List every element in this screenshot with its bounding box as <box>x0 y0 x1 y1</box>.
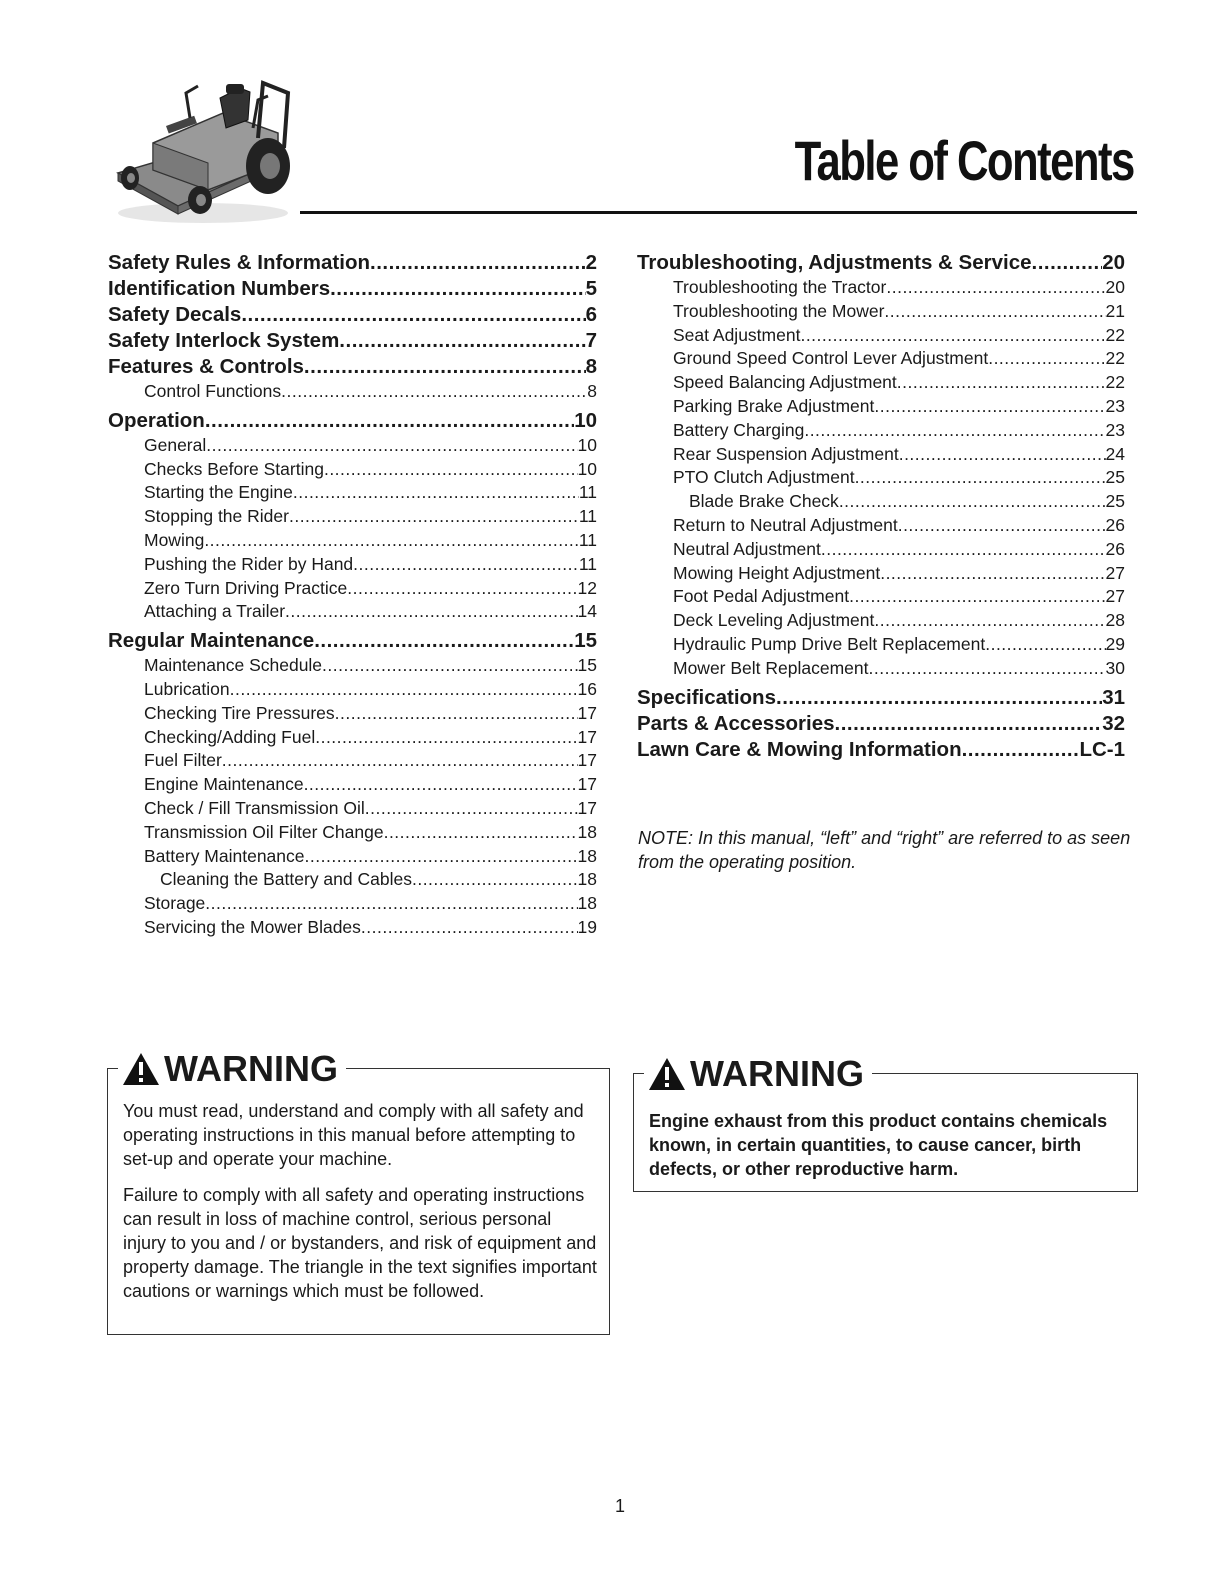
toc-entry <box>108 797 597 821</box>
toc-entry <box>637 347 1125 371</box>
toc-entry-page: 27 <box>1105 562 1125 583</box>
toc-leader-dots <box>1032 250 1103 276</box>
toc-entry-title: Lubrication <box>144 678 230 699</box>
toc-entry-page: 19 <box>577 916 597 937</box>
toc-entry-page: 10 <box>577 458 597 479</box>
toc-leader-dots <box>222 749 578 773</box>
toc-entry-page: 30 <box>1105 657 1125 678</box>
toc-entry-title: Speed Balancing Adjustment <box>673 372 897 393</box>
toc-entry-page: 11 <box>578 553 597 574</box>
toc-entry <box>108 481 597 505</box>
toc-leader-dots <box>324 458 578 482</box>
toc-entry-page: 31 <box>1102 685 1125 709</box>
toc-entry-page: 8 <box>585 355 597 378</box>
toc-entry-page: 24 <box>1105 443 1125 464</box>
toc-leader-dots <box>361 916 578 940</box>
warning-body <box>649 1109 1125 1193</box>
toc-right-column <box>637 250 1125 763</box>
toc-entry-page: 28 <box>1105 610 1125 631</box>
toc-leader-dots <box>330 276 585 302</box>
toc-entry-page: 5 <box>585 277 597 300</box>
toc-leader-dots <box>205 892 577 916</box>
toc-leader-dots <box>347 577 577 601</box>
toc-entry-title: Ground Speed Control Lever Adjustment <box>673 348 989 369</box>
toc-entry-title: Seat Adjustment <box>673 324 801 345</box>
warning-box-safety <box>107 1048 610 1335</box>
toc-entry <box>637 633 1125 657</box>
toc-entry <box>637 300 1125 324</box>
toc-entry <box>637 657 1125 681</box>
toc-leader-dots <box>339 328 585 354</box>
toc-entry <box>108 529 597 553</box>
toc-entry-title: Control Functions <box>144 381 282 401</box>
toc-entry <box>108 250 597 276</box>
toc-entry-page: 6 <box>585 303 597 326</box>
toc-entry-title: Foot Pedal Adjustment <box>673 586 850 607</box>
toc-entry <box>637 443 1125 467</box>
toc-entry-title: Troubleshooting the Mower <box>673 300 885 321</box>
page-title: Table of Contents <box>794 129 1134 192</box>
toc-leader-dots <box>315 726 577 750</box>
toc-entry-title: Safety Rules & Information <box>108 251 370 274</box>
toc-entry-title: Identification Numbers <box>108 277 331 300</box>
toc-entry-title: Battery Maintenance <box>144 845 305 866</box>
toc-entry-title: Mower Belt Replacement <box>673 657 869 678</box>
toc-entry-page: 20 <box>1105 277 1125 297</box>
title-rule <box>300 211 1137 214</box>
toc-leader-dots <box>322 654 577 678</box>
toc-entry-title: Parts & Accessories <box>637 711 835 735</box>
warning-box-exhaust <box>633 1053 1138 1192</box>
toc-entry-page: 17 <box>577 797 597 818</box>
toc-entry-page: 18 <box>577 869 597 890</box>
toc-leader-dots <box>835 711 1103 737</box>
toc-entry-title: Pushing the Rider by Hand <box>144 553 354 574</box>
toc-entry-title: Blade Brake Check <box>689 491 839 512</box>
toc-entry-title: Storage <box>144 893 206 914</box>
toc-entry-page: 16 <box>577 678 597 699</box>
toc-leader-dots <box>985 633 1105 657</box>
toc-leader-dots <box>241 302 585 328</box>
toc-leader-dots <box>869 657 1106 681</box>
toc-leader-dots <box>304 773 578 797</box>
toc-entry-title: Return to Neutral Adjustment <box>673 514 898 535</box>
toc-entry-page: 22 <box>1105 348 1125 369</box>
toc-entry-title: Zero Turn Driving Practice <box>144 577 348 598</box>
toc-entry-title: Specifications <box>637 685 776 709</box>
toc-leader-dots <box>370 250 586 276</box>
toc-leader-dots <box>335 702 578 726</box>
toc-leader-dots <box>314 628 574 654</box>
toc-entry-title: Deck Leveling Adjustment <box>673 610 875 631</box>
toc-entry <box>637 685 1125 711</box>
toc-entry-page: 17 <box>577 750 597 771</box>
toc-entry-page: 25 <box>1105 467 1125 488</box>
toc-entry-title: Check / Fill Transmission Oil <box>144 797 365 818</box>
toc-entry-page: 23 <box>1105 395 1125 416</box>
toc-entry-title: Mowing <box>144 529 205 550</box>
toc-entry-page: 14 <box>577 601 597 622</box>
toc-entry <box>108 600 597 624</box>
toc-entry-title: Troubleshooting, Adjustments & Service <box>637 251 1032 274</box>
toc-entry <box>108 916 597 940</box>
toc-entry-title: Battery Charging <box>673 419 805 440</box>
warning-triangle-icon <box>648 1057 686 1091</box>
toc-entry-title: General <box>144 434 207 455</box>
toc-entry-page: 20 <box>1102 251 1125 274</box>
toc-leader-dots <box>365 797 578 821</box>
toc-leader-dots <box>285 600 577 624</box>
toc-entry-page: 18 <box>577 893 597 914</box>
toc-leader-dots <box>304 354 586 380</box>
toc-entry-page: 7 <box>585 329 597 352</box>
toc-leader-dots <box>898 514 1106 538</box>
toc-leader-dots <box>880 562 1105 586</box>
toc-leader-dots <box>205 408 574 434</box>
toc-entry <box>637 324 1125 348</box>
toc-entry-page: 29 <box>1105 633 1125 654</box>
toc-entry-title: Attaching a Trailer <box>144 601 286 622</box>
toc-leader-dots <box>988 347 1105 371</box>
toc-leader-dots <box>800 324 1105 348</box>
toc-entry <box>108 749 597 773</box>
warning-paragraph: You must read, understand and comply with all safety and operating instructions in this manual before attempting to set-up and operate your machine. <box>123 1101 584 1169</box>
toc-entry-title: Checking/Adding Fuel <box>144 726 316 747</box>
toc-entry-title: Safety Interlock System <box>108 329 340 352</box>
toc-entry-title: Fuel Filter <box>144 750 222 771</box>
toc-leader-dots <box>855 466 1106 490</box>
toc-leader-dots <box>821 538 1106 562</box>
toc-entry-page: 10 <box>577 434 597 455</box>
toc-leader-dots <box>206 434 577 458</box>
toc-entry <box>637 371 1125 395</box>
toc-leader-dots <box>897 371 1106 395</box>
warning-paragraph: Failure to comply with all safety and operating instructions can result in loss of machine control, serious personal injury to you and / or bystanders, and risk of equipment and property damage. The triangle in the text signifies important cautions or warnings which must be followed. <box>123 1185 597 1301</box>
toc-entry <box>108 773 597 797</box>
toc-entry-page: 11 <box>578 506 597 527</box>
toc-entry-page: 15 <box>577 655 597 676</box>
toc-entry <box>637 250 1125 276</box>
toc-entry <box>637 514 1125 538</box>
toc-entry <box>637 711 1125 737</box>
toc-entry <box>108 276 597 302</box>
toc-entry-page: 10 <box>574 408 597 432</box>
toc-entry-title: Cleaning the Battery and Cables <box>160 869 412 890</box>
toc-entry <box>637 490 1125 514</box>
toc-leader-dots <box>353 553 579 577</box>
toc-entry <box>637 276 1125 300</box>
toc-entry <box>108 408 597 434</box>
toc-entry-page: 32 <box>1102 711 1125 735</box>
toc-entry-page: 26 <box>1105 514 1125 535</box>
toc-entry <box>108 434 597 458</box>
toc-leader-dots <box>899 443 1106 467</box>
toc-entry <box>108 654 597 678</box>
toc-entry-title: Checks Before Starting <box>144 458 324 479</box>
toc-entry <box>637 609 1125 633</box>
toc-entry-page: 17 <box>577 774 597 795</box>
toc-entry-page: 22 <box>1105 324 1125 345</box>
toc-entry-title: Features & Controls <box>108 355 304 378</box>
toc-entry-page: 11 <box>578 529 597 550</box>
toc-entry <box>637 466 1125 490</box>
toc-entry-page: 27 <box>1105 586 1125 607</box>
toc-leader-dots <box>776 685 1102 711</box>
warning-heading <box>118 1049 346 1089</box>
toc-entry <box>108 726 597 750</box>
toc-entry-page: 2 <box>585 251 597 274</box>
toc-entry <box>108 505 597 529</box>
toc-leader-dots <box>874 609 1105 633</box>
toc-entry <box>108 302 597 328</box>
toc-leader-dots <box>804 419 1105 443</box>
toc-entry-title: Engine Maintenance <box>144 774 304 795</box>
toc-entry-page: 15 <box>574 629 597 653</box>
toc-entry <box>108 845 597 869</box>
page-number: 1 <box>614 1496 625 1516</box>
toc-entry <box>637 419 1125 443</box>
warning-heading <box>644 1054 872 1094</box>
toc-entry-page: 17 <box>577 702 597 723</box>
toc-entry <box>108 354 597 380</box>
toc-entry-title: Troubleshooting the Tractor <box>673 277 887 297</box>
toc-entry-page: 25 <box>1105 491 1125 512</box>
toc-entry <box>108 577 597 601</box>
toc-entry-title: Hydraulic Pump Drive Belt Replacement <box>673 633 986 654</box>
toc-entry-title: Rear Suspension Adjustment <box>673 443 899 464</box>
toc-entry <box>108 380 597 404</box>
toc-entry-title: Starting the Engine <box>144 482 293 503</box>
toc-entry-title: Servicing the Mower Blades <box>144 916 361 937</box>
toc-leader-dots <box>839 490 1106 514</box>
toc-entry-title: Checking Tire Pressures <box>144 702 335 723</box>
toc-entry-page: 21 <box>1105 300 1125 321</box>
toc-entry <box>108 821 597 845</box>
toc-entry-title: Mowing Height Adjustment <box>673 562 881 583</box>
toc-entry <box>637 562 1125 586</box>
toc-entry-page: 8 <box>587 381 597 401</box>
toc-entry <box>108 553 597 577</box>
toc-entry-title: Safety Decals <box>108 303 242 326</box>
toc-entry <box>108 628 597 654</box>
toc-leader-dots <box>305 845 578 869</box>
toc-entry-page: 11 <box>578 482 597 503</box>
toc-leader-dots <box>884 300 1105 324</box>
toc-entry <box>108 458 597 482</box>
toc-entry-page: 12 <box>577 577 597 598</box>
warning-triangle-icon <box>122 1052 160 1086</box>
toc-left-column <box>108 250 597 940</box>
toc-entry-page: LC-1 <box>1079 737 1125 761</box>
toc-leader-dots <box>849 585 1105 609</box>
toc-entry-title: Parking Brake Adjustment <box>673 395 875 416</box>
toc-leader-dots <box>384 821 578 845</box>
toc-entry-page: 18 <box>577 845 597 866</box>
toc-leader-dots <box>289 505 579 529</box>
toc-entry-page: 23 <box>1105 419 1125 440</box>
toc-entry-title: Regular Maintenance <box>108 629 315 653</box>
toc-leader-dots <box>230 678 578 702</box>
toc-entry-title: Transmission Oil Filter Change <box>144 821 384 842</box>
toc-entry-title: Stopping the Rider <box>144 506 289 527</box>
toc-entry <box>637 737 1125 763</box>
toc-entry-page: 22 <box>1105 372 1125 393</box>
toc-entry <box>108 702 597 726</box>
toc-entry <box>108 868 597 892</box>
orientation-note: NOTE: In this manual, “left” and “right” are referred to as seen from the operating position. <box>638 828 1131 872</box>
toc-entry-page: 26 <box>1105 538 1125 559</box>
toc-entry-title: Lawn Care & Mowing Information <box>637 737 962 761</box>
toc-entry <box>108 892 597 916</box>
toc-entry <box>108 328 597 354</box>
toc-entry-title: Neutral Adjustment <box>673 538 821 559</box>
toc-entry-page: 18 <box>577 821 597 842</box>
toc-entry <box>637 395 1125 419</box>
zero-turn-mower-illustration <box>108 78 298 228</box>
toc-entry <box>637 538 1125 562</box>
toc-leader-dots <box>886 276 1105 300</box>
toc-entry-title: Operation <box>108 408 205 432</box>
toc-entry <box>108 678 597 702</box>
toc-leader-dots <box>281 380 587 404</box>
toc-leader-dots <box>204 529 579 553</box>
warning-body <box>123 1099 597 1315</box>
warning-paragraph: Engine exhaust from this product contains chemicals known, in certain quantities, to cause cancer, birth defects, or other reproductive harm. <box>649 1111 1108 1179</box>
toc-entry <box>637 585 1125 609</box>
warning-heading-text: WARNING <box>164 1048 338 1089</box>
warning-heading-text: WARNING <box>690 1053 864 1094</box>
toc-leader-dots <box>962 737 1080 763</box>
toc-leader-dots <box>874 395 1105 419</box>
toc-leader-dots <box>293 481 579 505</box>
toc-entry-title: PTO Clutch Adjustment <box>673 467 855 488</box>
toc-leader-dots <box>412 868 578 892</box>
toc-entry-page: 17 <box>577 726 597 747</box>
toc-entry-title: Maintenance Schedule <box>144 655 323 676</box>
